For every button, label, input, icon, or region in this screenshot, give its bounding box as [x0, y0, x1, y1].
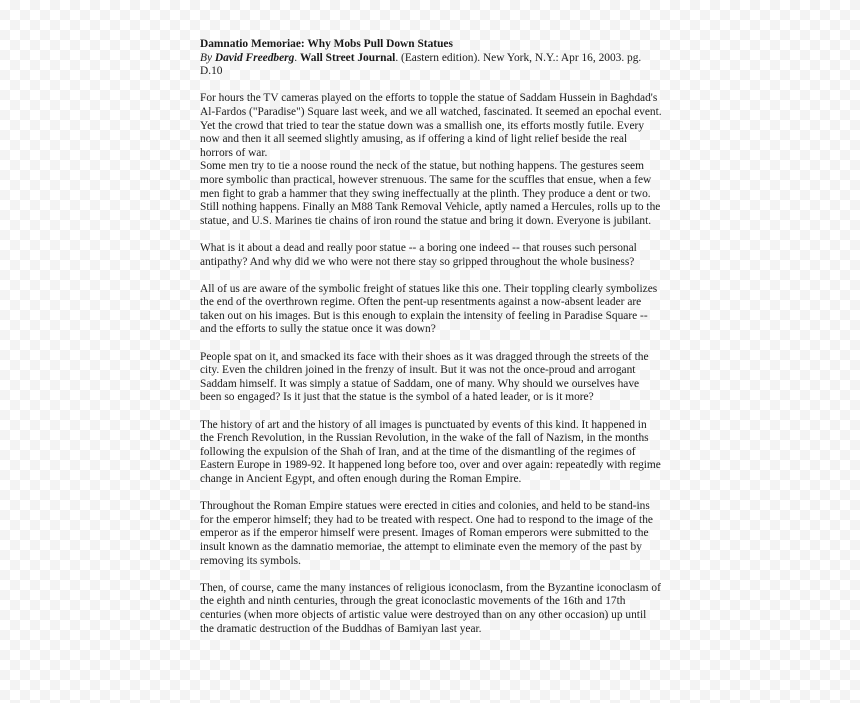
byline-by: By — [200, 51, 213, 64]
article-byline — [200, 52, 662, 79]
article-page — [200, 38, 662, 636]
spacer — [200, 269, 662, 283]
spacer — [200, 405, 662, 419]
paragraph-7: Throughout the Roman Empire statues were erected in cities and colonies, and held to be stand-ins for the emperor himself; they had to be treated with respect. One had to respond to the image of the emperor as if the emperor himself were present. Images of Roman emperors were submitted to the insult known as the damnatio memoriae, the attempt to eliminate even the memory of the past by removing its symbols. — [200, 500, 653, 567]
paragraph-5: People spat on it, and smacked its face with their shoes as it was dragged through the streets of the city. Even the children joined in the frenzy of insult. But it was not the once-proud and arrogant Saddam himself. It was simply a statue of Saddam, one of many. Why should we ourselves have been so engaged? Is it just that the statue is the symbol of a hated leader, or is it more? — [200, 350, 649, 404]
paragraph-8: Then, of course, came the many instances of religious iconoclasm, from the Byzantine iconoclasm of the eighth and ninth centuries, through the great iconoclastic movements of the 16th and 17th centuries (when more objects of artistic value were destroyed than on any other occasion) up until the dramatic destruction of the Buddhas of Bamiyan last year. — [200, 581, 661, 635]
paragraph-3: What is it about a dead and really poor statue -- a boring one indeed -- that rouses such personal antipathy? And why did we who were not there stay so gripped throughout the whole business? — [200, 241, 637, 268]
paragraph-6: The history of art and the history of all images is punctuated by events of this kind. It happened in the French Revolution, in the Russian Revolution, in the wake of the fall of Nazism, in the months following the expulsion of the Shah of Iran, and at the time of the dismantling of the regimes of Eastern Europe in 1989-92. It happened long before too, over and over again: repeatedly with regime change in Ancient Egypt, and often enough during the Roman Empire. — [200, 418, 661, 485]
spacer — [200, 487, 662, 501]
article-title: Damnatio Memoriae: Why Mobs Pull Down Statues — [200, 38, 453, 50]
byline-author: David Freedberg — [214, 51, 295, 64]
spacer — [200, 568, 662, 582]
paragraph-4: All of us are aware of the symbolic freight of statues like this one. Their toppling clearly symbolizes the end of the overthrown regime. Often the pent-up resentments against a now-absent leader are taken out on his images. But is this enough to explain the intensity of feeling in Paradise Square -- and the efforts to sully the statue once it was down? — [200, 282, 658, 336]
spacer — [200, 228, 662, 242]
spacer — [200, 337, 662, 351]
byline-source: Wall Street Journal — [300, 51, 396, 64]
byline-author-suffix: . — [294, 51, 298, 64]
byline-citation: . (Eastern edition). New York, N.Y.: Apr 16, 2003. pg. D.10 — [200, 51, 642, 78]
spacer — [200, 79, 662, 93]
paragraph-2: Some men try to tie a noose round the neck of the statue, but nothing happens. The gestures seem more symbolic than practical, however strenuous. The same for the scuffles that ensue, when a few men fight to grab a hammer that they swing ineffectually at the plinth. They produce a dent or two. Still nothing happens. Finally an M88 Tank Removal Vehicle, aptly named a Hercules, rolls up to the statue, and U.S. Marines tie chains of iron round the statue and bring it down. Everyone is jubilant. — [200, 160, 661, 227]
paragraph-1: For hours the TV cameras played on the efforts to topple the statue of Saddam Hussein in Baghdad's Al-Fardos ("Paradise") Square last week, and we all watched, fascinated. It seemed an epochal event. Yet the crowd that tried to tear the statue down was a smallish one, its efforts mostly futile. Every now and then it all seemed slightly amusing, as if offering a kind of light relief beside the real horrors of war. — [200, 92, 662, 159]
